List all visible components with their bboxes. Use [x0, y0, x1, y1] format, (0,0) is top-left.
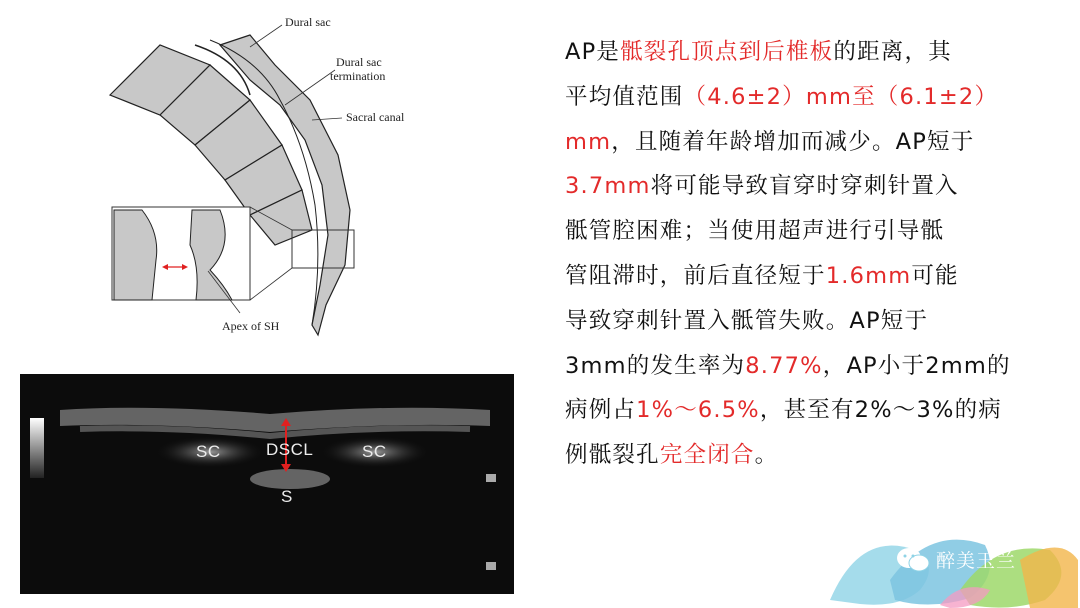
label-apex-of-sh: Apex of SH: [222, 319, 280, 333]
body-text: 骶管腔困难；当使用超声进行引导骶: [565, 218, 945, 245]
highlight-text: 3.7mm: [565, 173, 651, 200]
body-text: 管阻滞时，前后直径短于: [565, 262, 826, 289]
description-paragraph: [565, 30, 1075, 478]
paragraph-line: [565, 30, 1075, 75]
body-text: ，AP小于2mm的: [822, 352, 1011, 379]
body-text: 。: [754, 442, 779, 469]
ultrasound-texture: [20, 374, 514, 594]
label-s: S: [281, 487, 293, 506]
body-text: 的距离，其: [833, 39, 952, 65]
label-termination-1: Dural sac: [336, 55, 382, 69]
paragraph-line: [565, 120, 1075, 165]
paragraph-line: [565, 75, 1075, 120]
paragraph-line: [565, 209, 1075, 254]
body-text: 可能: [911, 262, 959, 289]
body-text: ，且随着年龄增加而减少。AP短于: [611, 128, 975, 155]
highlight-text: （4.6±2）mm至（6.1±2）: [683, 83, 999, 110]
body-text: 例骶裂孔: [565, 442, 660, 469]
watermark-text: 醉美玉兰: [936, 550, 1017, 572]
body-text: 将可能导致盲穿时穿刺针置入: [650, 173, 959, 200]
highlight-text: 1%～6.5%: [636, 397, 760, 424]
sacrum-echo: [250, 469, 330, 489]
paragraph-line: [565, 433, 1075, 478]
body-text: ，甚至有2%～3%的病: [759, 397, 1002, 424]
body-text: 导致穿刺针置入骶管失败。AP短于: [565, 307, 929, 334]
highlight-text: 1.6mm: [825, 262, 912, 289]
paragraph-line: [565, 388, 1075, 433]
ultrasound-image: [20, 374, 514, 594]
paragraph-line: [565, 299, 1075, 344]
zoom-line-bottom: [250, 268, 292, 300]
highlight-text: mm: [565, 128, 612, 155]
sacrum-diagram: [100, 5, 430, 340]
highlight-text: 骶裂孔顶点到后椎板: [620, 39, 834, 65]
paragraph-line: [565, 344, 1075, 389]
highlight-text: 8.77%: [745, 352, 823, 379]
body-text: 平均值范围: [565, 83, 684, 110]
wechat-icon: [896, 546, 930, 574]
label-sacral-canal: Sacral canal: [346, 110, 405, 124]
body-text: AP是: [565, 39, 621, 65]
label-termination-2: termination: [330, 69, 386, 83]
paragraph-line: [565, 164, 1075, 209]
label-sc-right: SC: [362, 442, 387, 461]
body-text: 病例占: [565, 397, 637, 424]
paragraph-line: [565, 254, 1075, 299]
body-text: 3mm的发生率为: [565, 352, 746, 379]
label-sc-left: SC: [196, 442, 221, 461]
inset-bone-left: [114, 210, 157, 300]
label-dural-sac: Dural sac: [285, 15, 331, 29]
label-dscl: DSCL: [266, 440, 314, 459]
callout-dural-sac: [250, 25, 282, 47]
highlight-text: 完全闭合: [659, 442, 755, 469]
grayscale-bar: [30, 418, 44, 478]
